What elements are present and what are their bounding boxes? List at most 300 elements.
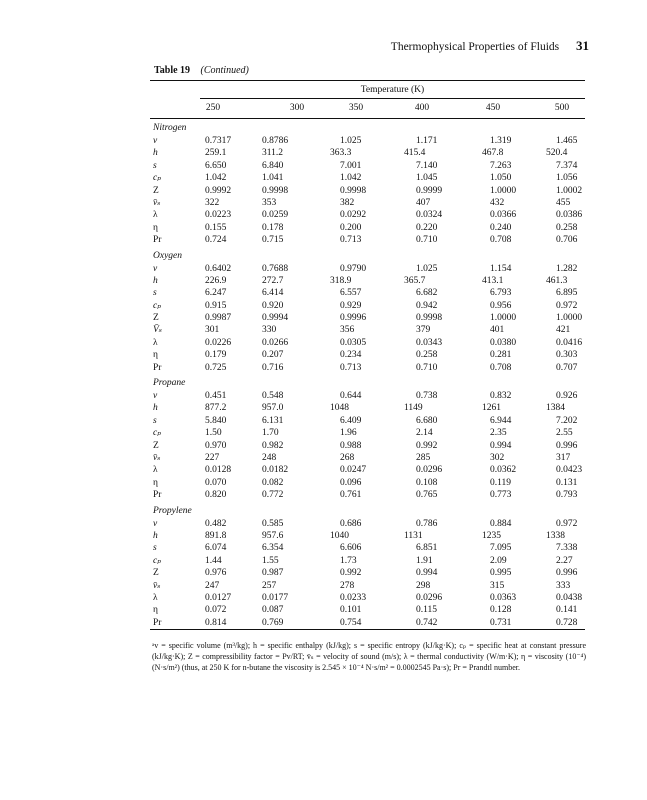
table-cell: 0.101 bbox=[340, 605, 362, 616]
table-cell: 0.987 bbox=[262, 568, 284, 579]
table-cell: 0.0226 bbox=[205, 337, 232, 348]
table-row bbox=[150, 452, 585, 464]
table-cell: 0.820 bbox=[205, 490, 227, 501]
temperature-column-headers bbox=[150, 99, 585, 118]
table-cell: 0.0423 bbox=[556, 465, 583, 476]
table-cell: 0.082 bbox=[262, 477, 284, 488]
table-cell: 1.55 bbox=[262, 555, 279, 566]
table-cell: 0.982 bbox=[262, 440, 284, 451]
table-cell: 0.786 bbox=[416, 518, 438, 529]
property-symbol: η bbox=[153, 605, 158, 616]
table-row bbox=[150, 415, 585, 427]
table-cell: 0.0292 bbox=[340, 210, 367, 221]
property-symbol: Pr bbox=[153, 235, 162, 246]
table-cell: 7.001 bbox=[340, 160, 362, 171]
table-cell: 0.0366 bbox=[490, 210, 517, 221]
table-cell: 0.0324 bbox=[416, 210, 443, 221]
table-cell: 0.258 bbox=[556, 222, 578, 233]
table-cell: 0.832 bbox=[490, 391, 512, 402]
table-cell: 330 bbox=[262, 325, 277, 336]
table-row bbox=[150, 197, 585, 209]
table-cell: 6.557 bbox=[340, 288, 362, 299]
table-cell: 0.706 bbox=[556, 235, 578, 246]
table-cell: 0.0416 bbox=[556, 337, 583, 348]
table-cell: 415.4 bbox=[404, 148, 426, 159]
table-cell: 6.840 bbox=[262, 160, 284, 171]
table-cell: 285 bbox=[416, 452, 431, 463]
property-symbol: v bbox=[153, 391, 158, 402]
table-cell: 353 bbox=[262, 197, 277, 208]
table-row bbox=[150, 185, 585, 197]
table-cell: 0.200 bbox=[340, 222, 362, 233]
property-symbol: Pr bbox=[153, 617, 162, 628]
table-cell: 0.972 bbox=[556, 518, 578, 529]
temperature-column-header: 350 bbox=[348, 103, 364, 113]
table-cell: 0.178 bbox=[262, 222, 284, 233]
table-row bbox=[150, 287, 585, 299]
table-cell: 1.0000 bbox=[556, 313, 583, 324]
fluid-name: Nitrogen bbox=[153, 123, 187, 133]
table-cell: 6.895 bbox=[556, 288, 578, 299]
table-cell: 247 bbox=[205, 580, 220, 591]
table-cell: 1235 bbox=[482, 530, 501, 541]
table-cell: 7.095 bbox=[490, 543, 512, 554]
table-cell: 0.0182 bbox=[262, 465, 289, 476]
table-cell: 1384 bbox=[546, 403, 565, 414]
property-symbol: cₚ bbox=[153, 555, 162, 566]
table-cell: 6.682 bbox=[416, 288, 438, 299]
table-cell: 0.0363 bbox=[490, 592, 517, 603]
table-row bbox=[150, 542, 585, 554]
table-cell: 7.374 bbox=[556, 160, 578, 171]
property-symbol: λ bbox=[153, 337, 158, 348]
property-symbol: η bbox=[153, 222, 158, 233]
table-cell: 0.738 bbox=[416, 391, 438, 402]
fluid-name: Propylene bbox=[153, 505, 192, 516]
temperature-column-header: 450 bbox=[485, 103, 501, 113]
table-row bbox=[150, 300, 585, 312]
table-cell: 0.761 bbox=[340, 490, 362, 501]
property-symbol: cₚ bbox=[153, 300, 162, 311]
table-cell: 0.9994 bbox=[262, 313, 289, 324]
table-cell: 1040 bbox=[330, 530, 349, 541]
property-symbol: Z bbox=[153, 568, 159, 579]
table-cell: 1.0000 bbox=[490, 185, 517, 196]
table-cell: 7.202 bbox=[556, 415, 578, 426]
table-cell: 1.045 bbox=[416, 173, 438, 184]
table-cell: 0.0438 bbox=[556, 592, 583, 603]
table-cell: 0.970 bbox=[205, 440, 227, 451]
table-cell: 0.765 bbox=[416, 490, 438, 501]
table-cell: 0.0233 bbox=[340, 592, 367, 603]
table-cell: 0.710 bbox=[416, 362, 438, 373]
table-cell: 2.35 bbox=[490, 428, 507, 439]
property-symbol: cₚ bbox=[153, 173, 162, 184]
table-cell: 432 bbox=[490, 197, 505, 208]
table-row bbox=[150, 604, 585, 616]
table-cell: 6.074 bbox=[205, 543, 227, 554]
table-cell: 0.773 bbox=[490, 490, 512, 501]
property-symbol: h bbox=[153, 403, 158, 414]
table-cell: 1.91 bbox=[416, 555, 433, 566]
table-cell: 1338 bbox=[546, 530, 565, 541]
table-cell: 0.0127 bbox=[205, 592, 232, 603]
table-cell: 1.50 bbox=[205, 428, 222, 439]
table-row bbox=[150, 160, 585, 172]
table-cell: 0.716 bbox=[262, 362, 284, 373]
table-cell: 957.6 bbox=[262, 530, 284, 541]
table-cell: 382 bbox=[340, 197, 355, 208]
table-body bbox=[150, 121, 585, 629]
table-row bbox=[150, 592, 585, 604]
table-cell: 0.8786 bbox=[262, 136, 289, 146]
table-cell: 0.119 bbox=[490, 477, 512, 488]
table-cell: 278 bbox=[340, 580, 355, 591]
table-row bbox=[150, 427, 585, 439]
table-cell: 7.338 bbox=[556, 543, 578, 554]
table-row bbox=[150, 312, 585, 324]
table-cell: 1048 bbox=[330, 403, 349, 414]
table-row bbox=[150, 362, 585, 374]
table-row bbox=[150, 580, 585, 592]
table-cell: 1.0002 bbox=[556, 185, 583, 196]
table-cell: 0.7317 bbox=[205, 136, 232, 146]
table-cell: 302 bbox=[490, 452, 505, 463]
table-cell: 0.707 bbox=[556, 362, 578, 373]
table-cell: 0.942 bbox=[416, 300, 438, 311]
page-number: 31 bbox=[576, 38, 589, 53]
table-cell: 1.465 bbox=[556, 136, 578, 146]
table-cell: 0.9998 bbox=[416, 313, 443, 324]
table-cell: 0.220 bbox=[416, 222, 438, 233]
property-symbol: v̄ₛ bbox=[153, 452, 161, 463]
table-cell: 2.27 bbox=[556, 555, 573, 566]
table-cell: 0.710 bbox=[416, 235, 438, 246]
table-cell: 226.9 bbox=[205, 275, 227, 286]
property-symbol: λ bbox=[153, 592, 158, 603]
table-row bbox=[150, 263, 585, 275]
table-cell: 0.0386 bbox=[556, 210, 583, 221]
table-cell: 1.042 bbox=[205, 173, 227, 184]
property-symbol: λ bbox=[153, 465, 158, 476]
table-cell: 0.9992 bbox=[205, 185, 232, 196]
table-cell: 0.742 bbox=[416, 617, 438, 628]
table-cell: 268 bbox=[340, 452, 355, 463]
property-symbol: s bbox=[153, 543, 157, 554]
table-cell: 401 bbox=[490, 325, 505, 336]
table-continued-note: (Continued) bbox=[200, 65, 249, 76]
table-cell: 461.3 bbox=[546, 275, 568, 286]
table-cell: 6.944 bbox=[490, 415, 512, 426]
table-cell: 1.056 bbox=[556, 173, 578, 184]
table-bottom-rule bbox=[150, 629, 585, 630]
property-symbol: v̄ₛ bbox=[153, 197, 161, 208]
table-caption bbox=[154, 65, 249, 76]
table-row bbox=[150, 234, 585, 246]
table-cell: 0.0296 bbox=[416, 465, 443, 476]
property-symbol: v bbox=[153, 263, 158, 274]
table-cell: 0.814 bbox=[205, 617, 227, 628]
table-cell: 0.920 bbox=[262, 300, 284, 311]
table-cell: 6.606 bbox=[340, 543, 362, 554]
table-cell: 6.414 bbox=[262, 288, 284, 299]
table-cell: 1.154 bbox=[490, 263, 512, 274]
table-cell: 0.0305 bbox=[340, 337, 367, 348]
table-cell: 257 bbox=[262, 580, 277, 591]
table-row bbox=[150, 464, 585, 476]
property-symbol: h bbox=[153, 530, 158, 541]
property-symbol: cₚ bbox=[153, 428, 162, 439]
table-cell: 0.7688 bbox=[262, 263, 289, 274]
table-cell: 1.041 bbox=[262, 173, 284, 184]
table-cell: 0.585 bbox=[262, 518, 284, 529]
table-cell: 0.728 bbox=[556, 617, 578, 628]
table-cell: 0.087 bbox=[262, 605, 284, 616]
table-row bbox=[150, 324, 585, 336]
table-cell: 6.793 bbox=[490, 288, 512, 299]
table-cell: 0.725 bbox=[205, 362, 227, 373]
table-cell: 1261 bbox=[482, 403, 501, 414]
running-header bbox=[0, 38, 589, 54]
table-cell: 0.713 bbox=[340, 362, 362, 373]
property-symbol: v bbox=[153, 518, 158, 529]
table-cell: 0.281 bbox=[490, 350, 512, 361]
table-cell: 0.996 bbox=[556, 440, 578, 451]
table-cell: 0.0343 bbox=[416, 337, 443, 348]
table-cell: 891.8 bbox=[205, 530, 227, 541]
table-cell: 421 bbox=[556, 325, 571, 336]
table-cell: 272.7 bbox=[262, 275, 284, 286]
table-cell: 365.7 bbox=[404, 275, 426, 286]
table-cell: 1.042 bbox=[340, 173, 362, 184]
table-cell: 2.55 bbox=[556, 428, 573, 439]
property-symbol: s bbox=[153, 415, 157, 426]
table-cell: 0.994 bbox=[490, 440, 512, 451]
table-cell: 2.09 bbox=[490, 555, 507, 566]
temperature-column-header: 500 bbox=[554, 103, 570, 113]
table-cell: 467.8 bbox=[482, 148, 504, 159]
table-row bbox=[150, 147, 585, 159]
table-cell: 413.1 bbox=[482, 275, 504, 286]
table-cell: 0.926 bbox=[556, 391, 578, 402]
table-cell: 1149 bbox=[404, 403, 423, 414]
table-cell: 0.070 bbox=[205, 477, 227, 488]
table-cell: 0.995 bbox=[490, 568, 512, 579]
table-cell: 0.972 bbox=[556, 300, 578, 311]
table-cell: 318.9 bbox=[330, 275, 352, 286]
table-cell: 0.9790 bbox=[340, 263, 367, 274]
table-cell: 0.207 bbox=[262, 350, 284, 361]
property-symbol: Z bbox=[153, 440, 159, 451]
table-cell: 0.451 bbox=[205, 391, 227, 402]
table-cell: 311.2 bbox=[262, 148, 284, 159]
table-cell: 520.4 bbox=[546, 148, 568, 159]
property-symbol: v bbox=[153, 136, 158, 146]
table-cell: 315 bbox=[490, 580, 505, 591]
running-title: Thermophysical Properties of Fluids bbox=[390, 41, 560, 53]
table-cell: 6.247 bbox=[205, 288, 227, 299]
table-cell: 379 bbox=[416, 325, 431, 336]
table-cell: 1.050 bbox=[490, 173, 512, 184]
table-cell: 1.73 bbox=[340, 555, 357, 566]
property-symbol: η bbox=[153, 350, 158, 361]
table-cell: 6.650 bbox=[205, 160, 227, 171]
table-cell: 0.0296 bbox=[416, 592, 443, 603]
table-cell: 0.0177 bbox=[262, 592, 289, 603]
table-cell: 0.686 bbox=[340, 518, 362, 529]
fluid-name: Propane bbox=[153, 378, 186, 389]
table-cell: 0.9998 bbox=[340, 185, 367, 196]
table-cell: 0.179 bbox=[205, 350, 227, 361]
table-cell: 0.0362 bbox=[490, 465, 517, 476]
table-row bbox=[150, 172, 585, 184]
table-cell: 0.915 bbox=[205, 300, 227, 311]
table-cell: 0.713 bbox=[340, 235, 362, 246]
table-cell: 1.025 bbox=[416, 263, 438, 274]
table-cell: 0.258 bbox=[416, 350, 438, 361]
table-cell: 1.319 bbox=[490, 136, 512, 146]
table-cell: 0.793 bbox=[556, 490, 578, 501]
table-cell: 0.234 bbox=[340, 350, 362, 361]
table-cell: 0.303 bbox=[556, 350, 578, 361]
table-cell: 7.140 bbox=[416, 160, 438, 171]
table-cell: 7.263 bbox=[490, 160, 512, 171]
table-cell: 455 bbox=[556, 197, 571, 208]
table-row bbox=[150, 477, 585, 489]
table-cell: 6.680 bbox=[416, 415, 438, 426]
table-cell: 363.3 bbox=[330, 148, 352, 159]
table-cell: 0.929 bbox=[340, 300, 362, 311]
property-symbol: Z bbox=[153, 185, 159, 196]
table-cell: 0.0266 bbox=[262, 337, 289, 348]
table-cell: 0.754 bbox=[340, 617, 362, 628]
table-cell: 0.884 bbox=[490, 518, 512, 529]
table-cell: 0.115 bbox=[416, 605, 438, 616]
table-cell: 0.708 bbox=[490, 235, 512, 246]
table-cell: 0.992 bbox=[340, 568, 362, 579]
table-cell: 0.072 bbox=[205, 605, 227, 616]
table-cell: 0.992 bbox=[416, 440, 438, 451]
table-cell: 0.482 bbox=[205, 518, 227, 529]
table-cell: 2.14 bbox=[416, 428, 433, 439]
table-cell: 0.548 bbox=[262, 391, 284, 402]
table-cell: 0.096 bbox=[340, 477, 362, 488]
property-symbol: λ bbox=[153, 210, 158, 221]
table-row bbox=[150, 518, 585, 530]
table-cell: 6.409 bbox=[340, 415, 362, 426]
table-cell: 0.976 bbox=[205, 568, 227, 579]
table-row bbox=[150, 530, 585, 542]
table-cell: 6.131 bbox=[262, 415, 284, 426]
temperature-column-header: 300 bbox=[289, 103, 305, 113]
table-row bbox=[150, 617, 585, 629]
properties-table bbox=[150, 80, 585, 630]
table-row bbox=[150, 337, 585, 349]
table-row bbox=[150, 209, 585, 221]
table-cell: 0.108 bbox=[416, 477, 438, 488]
table-footnote: ᵃv = specific volume (m³/kg); h = specific enthalpy (kJ/kg); s = specific entropy (kJ/kg·K); cₚ = specific heat at constant pressure (kJ/kg·K); Z = compressibility factor = Pv/RT; v̄ₛ = velocity of sound (m/s); λ = thermal conductivity (W/m·K); η = viscosity (10⁻⁴)(N·s/m²) (thus, at 250 K for n-butane the viscosity is 2.545 × 10⁻⁴ N·s/m² = 0.0002545 Pa·s); Pr = Prandtl number. bbox=[152, 641, 586, 672]
table-cell: 0.772 bbox=[262, 490, 284, 501]
table-cell: 957.0 bbox=[262, 403, 284, 414]
property-symbol: s bbox=[153, 288, 157, 299]
table-cell: 0.128 bbox=[490, 605, 512, 616]
table-row bbox=[150, 402, 585, 414]
table-top-rule bbox=[150, 80, 585, 81]
table-cell: 0.141 bbox=[556, 605, 578, 616]
temperature-column-header: 250 bbox=[205, 103, 221, 113]
table-cell: 0.9987 bbox=[205, 313, 232, 324]
table-cell: 0.240 bbox=[490, 222, 512, 233]
table-label: Table 19 bbox=[154, 65, 191, 76]
property-symbol: Pr bbox=[153, 362, 162, 373]
property-symbol: h bbox=[153, 275, 158, 286]
table-cell: 1.171 bbox=[416, 136, 438, 146]
table-cell: 407 bbox=[416, 197, 431, 208]
table-cell: 0.0259 bbox=[262, 210, 289, 221]
table-cell: 0.708 bbox=[490, 362, 512, 373]
temperature-column-header: 400 bbox=[414, 103, 430, 113]
table-cell: 317 bbox=[556, 452, 571, 463]
table-row bbox=[150, 135, 585, 147]
table-row bbox=[150, 440, 585, 452]
table-cell: 227 bbox=[205, 452, 220, 463]
table-cell: 0.155 bbox=[205, 222, 227, 233]
table-cell: 0.956 bbox=[490, 300, 512, 311]
table-row bbox=[150, 349, 585, 361]
fluid-name: Oxygen bbox=[153, 250, 183, 261]
temperature-header: Temperature (K) bbox=[360, 85, 425, 95]
table-cell: 356 bbox=[340, 325, 355, 336]
table-cell: 0.6402 bbox=[205, 263, 232, 274]
table-cell: 0.9998 bbox=[262, 185, 289, 196]
table-cell: 333 bbox=[556, 580, 571, 591]
table-cell: 0.9996 bbox=[340, 313, 367, 324]
property-symbol: Z bbox=[153, 313, 159, 324]
table-cell: 298 bbox=[416, 580, 431, 591]
table-row bbox=[150, 489, 585, 501]
table-cell: 0.9999 bbox=[416, 185, 443, 196]
table-cell: 0.0247 bbox=[340, 465, 367, 476]
table-cell: 0.0380 bbox=[490, 337, 517, 348]
table-cell: 1.025 bbox=[340, 136, 362, 146]
property-symbol: h bbox=[153, 148, 158, 159]
table-cell: 0.994 bbox=[416, 568, 438, 579]
table-cell: 1.282 bbox=[556, 263, 578, 274]
table-cell: 5.840 bbox=[205, 415, 227, 426]
table-row bbox=[150, 567, 585, 579]
table-cell: 6.354 bbox=[262, 543, 284, 554]
table-cell: 0.715 bbox=[262, 235, 284, 246]
table-cell: 1.44 bbox=[205, 555, 222, 566]
property-symbol: η bbox=[153, 477, 158, 488]
property-symbol: s bbox=[153, 160, 157, 171]
property-symbol: Pr bbox=[153, 490, 162, 501]
table-cell: 1.96 bbox=[340, 428, 357, 439]
table-cell: 0.988 bbox=[340, 440, 362, 451]
table-cell: 0.724 bbox=[205, 235, 227, 246]
table-cell: 259.1 bbox=[205, 148, 227, 159]
table-cell: 248 bbox=[262, 452, 277, 463]
table-row bbox=[150, 390, 585, 402]
table-cell: 1.0000 bbox=[490, 313, 517, 324]
table-cell: 877.2 bbox=[205, 403, 227, 414]
header-bottom-rule bbox=[150, 118, 585, 119]
table-row bbox=[150, 222, 585, 234]
table-cell: 0.131 bbox=[556, 477, 578, 488]
property-symbol: V̄ₛ bbox=[153, 325, 163, 336]
table-cell: 301 bbox=[205, 325, 220, 336]
table-cell: 0.0128 bbox=[205, 465, 232, 476]
